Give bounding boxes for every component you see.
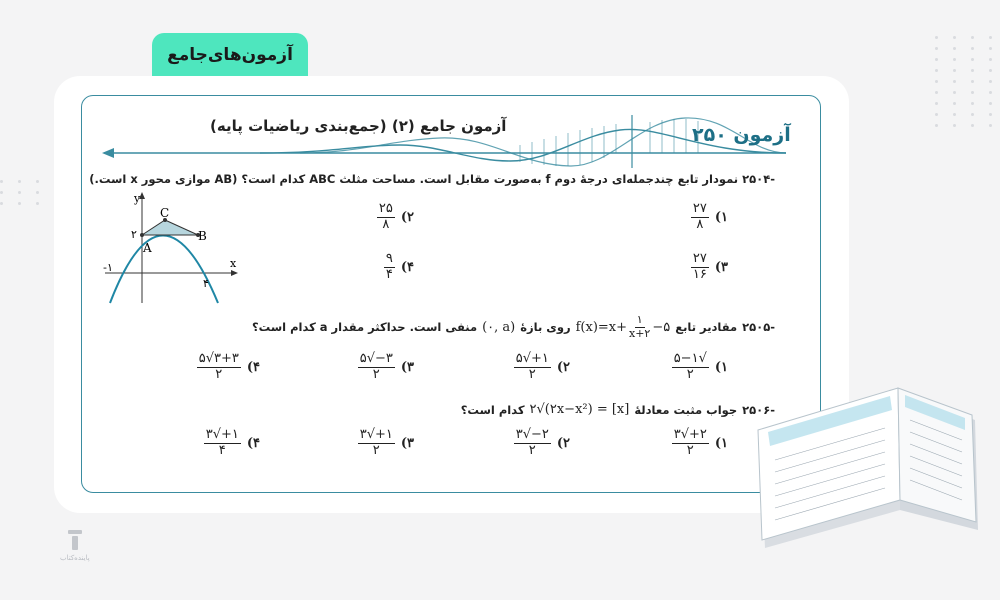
option-number: ۲)	[556, 435, 570, 451]
q2506-option-3[interactable]	[358, 428, 414, 459]
option-numerator: ۲−√۳	[515, 427, 549, 442]
option-numerator: ۱+√۵	[515, 351, 549, 366]
option-denominator: ۱۶	[692, 266, 707, 282]
logo-icon	[64, 528, 86, 552]
q2506-option-2[interactable]	[514, 428, 570, 459]
option-denominator: ۴	[218, 442, 226, 458]
option-numerator: ۲۷	[692, 201, 707, 216]
option-denominator: ۲	[372, 442, 380, 458]
equation-formula: ۲√(۲x−x²) = [x]	[529, 402, 630, 417]
option-number: ۴)	[400, 259, 414, 275]
formula-tail: −۵	[652, 319, 671, 335]
decor-dots-left	[0, 180, 46, 205]
option-denominator: ۲	[528, 442, 536, 458]
question-number: -۲۵۰۵	[742, 320, 775, 335]
question-body: نمودار تابع چندجمله‌ای درجهٔ دوم f به‌صورت مقابل است. مساحت مثلث ABC کدام است؟ (AB موازی محور x است.)	[89, 172, 739, 186]
question-number: -۲۵۰۴	[742, 172, 775, 186]
q2504-option-2[interactable]	[377, 202, 414, 233]
formula-main: f(x)=x+	[575, 319, 628, 335]
question-body-end: کدام است؟	[460, 402, 525, 417]
graph-label-two: ۲	[131, 228, 137, 241]
option-number: ۱)	[714, 359, 728, 375]
q2504-option-3[interactable]	[691, 252, 728, 283]
option-number: ۲)	[556, 359, 570, 375]
option-number: ۱)	[714, 209, 728, 225]
question-body-start: مقادیر تابع	[675, 320, 738, 335]
publisher-logo	[60, 528, 90, 562]
option-denominator: ۴	[385, 266, 393, 282]
decor-dots-right	[935, 36, 999, 127]
q2505-option-1[interactable]	[672, 352, 728, 383]
graph-label-y: y	[134, 192, 141, 205]
question-number: -۲۵۰۶	[742, 402, 775, 417]
q2504-option-1[interactable]	[691, 202, 728, 233]
parabola-graph	[100, 188, 250, 306]
exam-number: آزمون ۲۵۰	[692, 124, 791, 146]
option-numerator: ۲۵	[378, 201, 393, 216]
option-number: ۳)	[714, 259, 728, 275]
question-body-end: منفی است. حداکثر مقدار a کدام است؟	[251, 320, 478, 335]
interval: (۰, a)	[482, 319, 516, 335]
logo-text: پاینده‌کتاب	[60, 554, 90, 562]
graph-label-b: B	[198, 229, 207, 243]
option-denominator: ۲	[686, 442, 694, 458]
graph-label-c: C	[160, 206, 170, 220]
option-denominator: ۸	[382, 216, 390, 232]
option-numerator: ۲+√۳	[673, 427, 707, 442]
q2505-option-2[interactable]	[514, 352, 570, 383]
option-number: ۴)	[246, 359, 260, 375]
option-numerator: ۹	[385, 251, 393, 266]
category-tag: آزمون‌های‌جامع	[152, 33, 308, 77]
option-number: ۴)	[246, 435, 260, 451]
question-2504-text	[89, 172, 775, 186]
q2505-option-3[interactable]	[358, 352, 414, 383]
graph-label-minus-one: -۱	[103, 261, 113, 274]
formula-denominator: x+۲	[629, 326, 651, 340]
q2506-option-4[interactable]	[204, 428, 260, 459]
graph-label-a: A	[143, 241, 152, 255]
q2506-option-1[interactable]	[672, 428, 728, 459]
open-book-illustration	[750, 380, 990, 560]
graph-label-x: x	[230, 257, 237, 270]
formula-numerator: ۱	[636, 313, 643, 326]
option-number: ۳)	[400, 359, 414, 375]
option-denominator: ۲	[528, 366, 536, 382]
q2504-option-4[interactable]	[384, 252, 414, 283]
question-2506-text	[461, 402, 775, 417]
option-denominator: ۲	[215, 366, 223, 382]
option-numerator: ۳−√۵	[359, 351, 393, 366]
option-numerator: ۳+۳√۵	[198, 351, 239, 366]
option-numerator: √۵−۱	[673, 351, 707, 366]
option-denominator: ۲	[372, 366, 380, 382]
option-number: ۳)	[400, 435, 414, 451]
exam-title: آزمون جامع (۲) (جمع‌بندی ریاضیات پایه)	[210, 117, 507, 135]
question-body-mid: روی بازهٔ	[520, 320, 571, 335]
option-denominator: ۲	[686, 366, 694, 382]
option-numerator: ۲۷	[692, 251, 707, 266]
option-number: ۱)	[714, 435, 728, 451]
option-denominator: ۸	[696, 216, 704, 232]
option-numerator: ۱+√۳	[359, 427, 393, 442]
graph-label-four: ۴	[203, 277, 209, 290]
question-2505-text	[252, 314, 775, 340]
option-numerator: ۱+√۳	[205, 427, 239, 442]
q2505-option-4[interactable]	[197, 352, 260, 383]
function-formula	[576, 314, 671, 340]
question-body-start: جواب مثبت معادلهٔ	[634, 402, 738, 417]
option-number: ۲)	[400, 209, 414, 225]
